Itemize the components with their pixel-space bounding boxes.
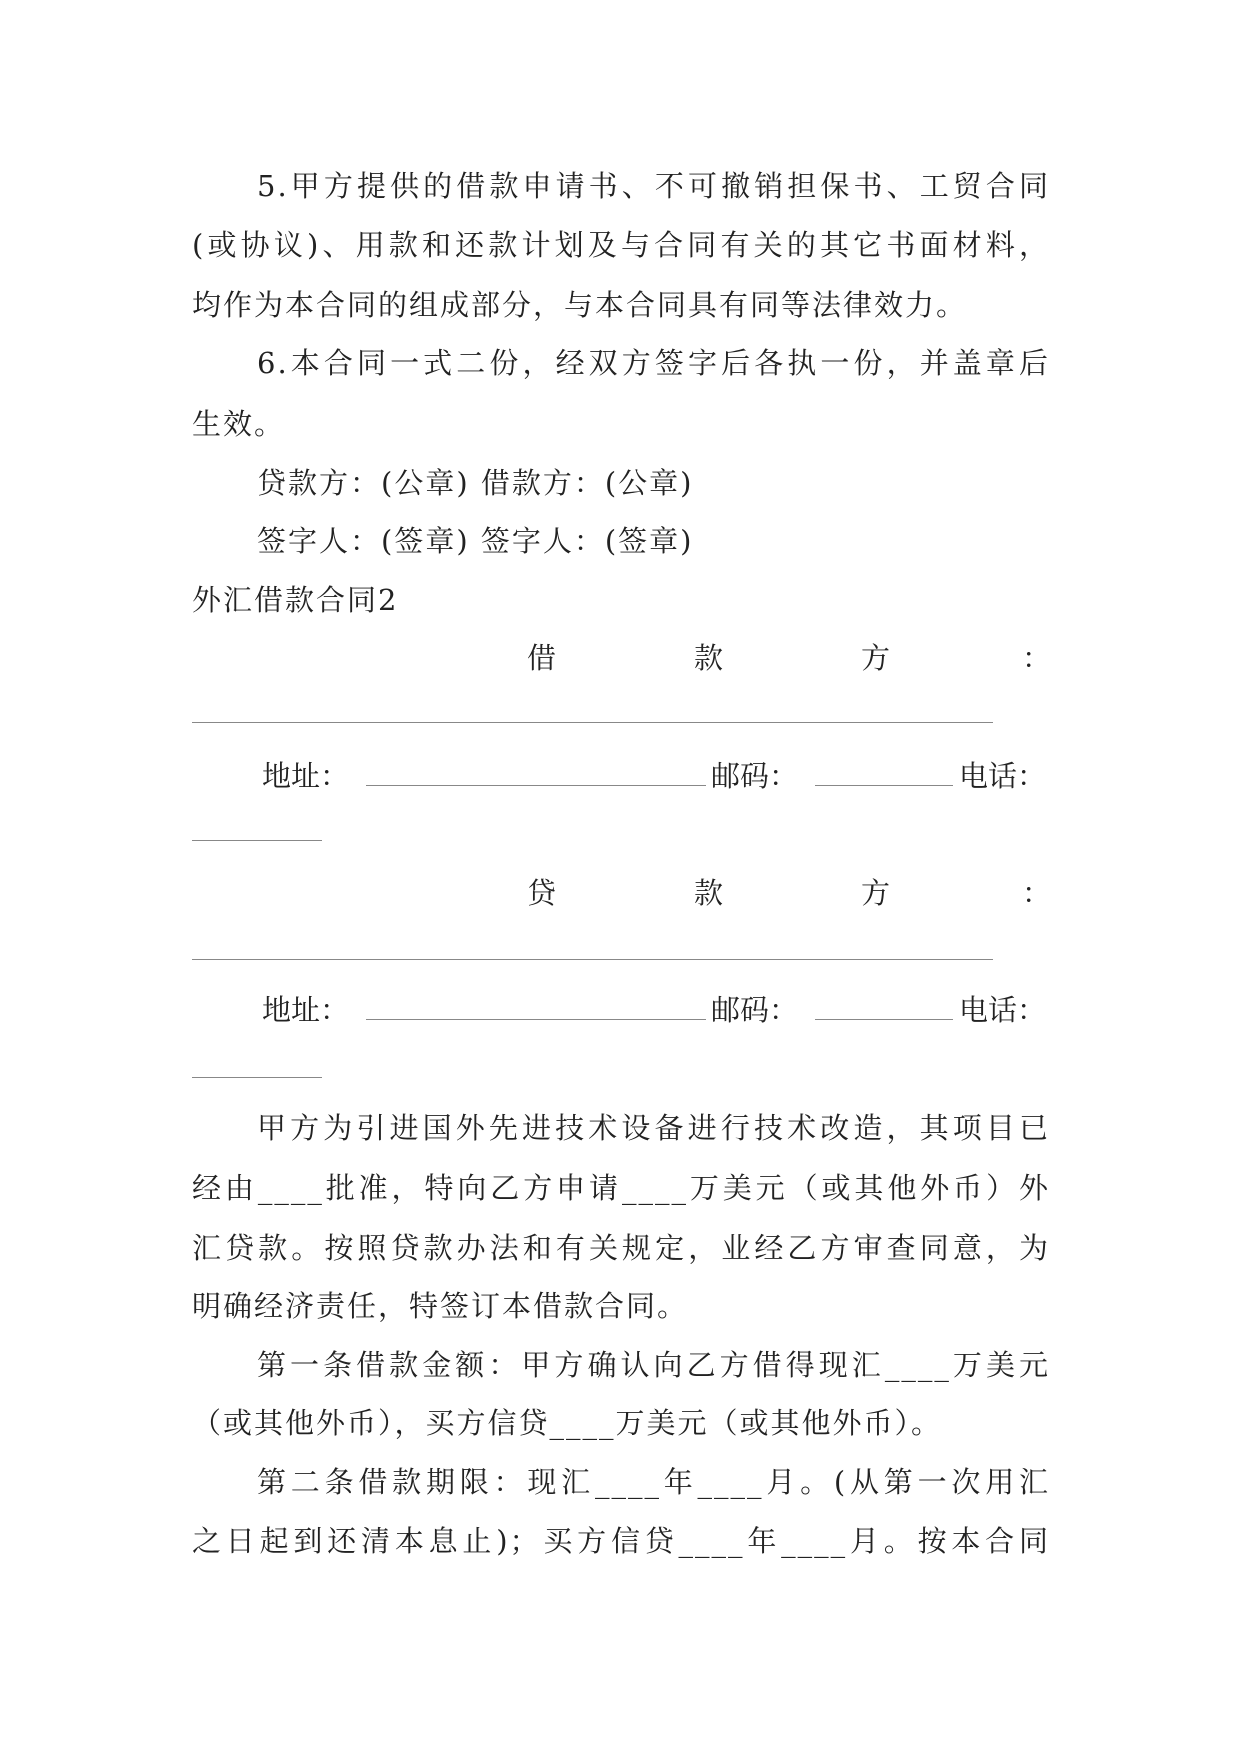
paragraph-line: (或协议)、用款和还款计划及与合同有关的其它书面材料， bbox=[192, 228, 1050, 262]
borrower-label-char: 款 bbox=[694, 641, 724, 675]
lender-label-char: ： bbox=[1022, 876, 1052, 910]
lender-label-char: 贷 bbox=[527, 876, 557, 910]
paragraph-line: 汇贷款。按照贷款办法和有关规定，业经乙方审查同意，为 bbox=[192, 1231, 1050, 1265]
article-1-line: （或其他外币），买方信贷____万美元（或其他外币）。 bbox=[192, 1406, 943, 1440]
lender-phone-blank[interactable] bbox=[192, 1077, 322, 1078]
paragraph-line: 明确经济责任，特签订本借款合同。 bbox=[192, 1289, 689, 1323]
lender-label-char: 款 bbox=[694, 876, 724, 910]
lender-postcode-label: 邮码： bbox=[711, 993, 799, 1027]
signature-line-seal: 贷款方：(公章) 借款方：(公章) bbox=[257, 466, 694, 500]
lender-label-char: 方 bbox=[861, 876, 891, 910]
borrower-phone-label: 电话： bbox=[959, 759, 1047, 793]
lender-address-label: 地址： bbox=[262, 993, 350, 1027]
lender-address-blank[interactable] bbox=[366, 1019, 706, 1020]
borrower-label-char: 方 bbox=[861, 641, 891, 675]
borrower-address-label: 地址： bbox=[262, 759, 350, 793]
borrower-address-blank[interactable] bbox=[366, 785, 706, 786]
lender-postcode-blank[interactable] bbox=[815, 1019, 953, 1020]
borrower-label-char: 借 bbox=[527, 641, 557, 675]
paragraph-line: 经由____批准，特向乙方申请____万美元（或其他外币）外 bbox=[192, 1171, 1050, 1205]
borrower-phone-blank[interactable] bbox=[192, 840, 322, 841]
borrower-name-blank[interactable] bbox=[192, 722, 993, 723]
paragraph-line: 生效。 bbox=[192, 407, 286, 441]
article-2-line: 之日起到还清本息止)；买方信贷____年____月。按本合同 bbox=[192, 1524, 1050, 1558]
lender-phone-label: 电话： bbox=[959, 993, 1047, 1027]
paragraph-line: 6.本合同一式二份，经双方签字后各执一份，并盖章后 bbox=[257, 346, 1050, 380]
section-title: 外汇借款合同2 bbox=[192, 583, 399, 617]
paragraph-line: 5.甲方提供的借款申请书、不可撤销担保书、工贸合同 bbox=[257, 169, 1050, 203]
borrower-postcode-blank[interactable] bbox=[815, 785, 953, 786]
article-2-line: 第二条借款期限：现汇____年____月。(从第一次用汇 bbox=[257, 1465, 1050, 1499]
signature-line-signer: 签字人：(签章) 签字人：(签章) bbox=[257, 524, 694, 558]
paragraph-line: 均作为本合同的组成部分，与本合同具有同等法律效力。 bbox=[192, 288, 968, 322]
article-1-line: 第一条借款金额：甲方确认向乙方借得现汇____万美元 bbox=[257, 1348, 1050, 1382]
borrower-label-char: ： bbox=[1022, 641, 1052, 675]
borrower-postcode-label: 邮码： bbox=[711, 759, 799, 793]
lender-name-blank[interactable] bbox=[192, 959, 993, 960]
paragraph-line: 甲方为引进国外先进技术设备进行技术改造，其项目已 bbox=[257, 1111, 1050, 1145]
